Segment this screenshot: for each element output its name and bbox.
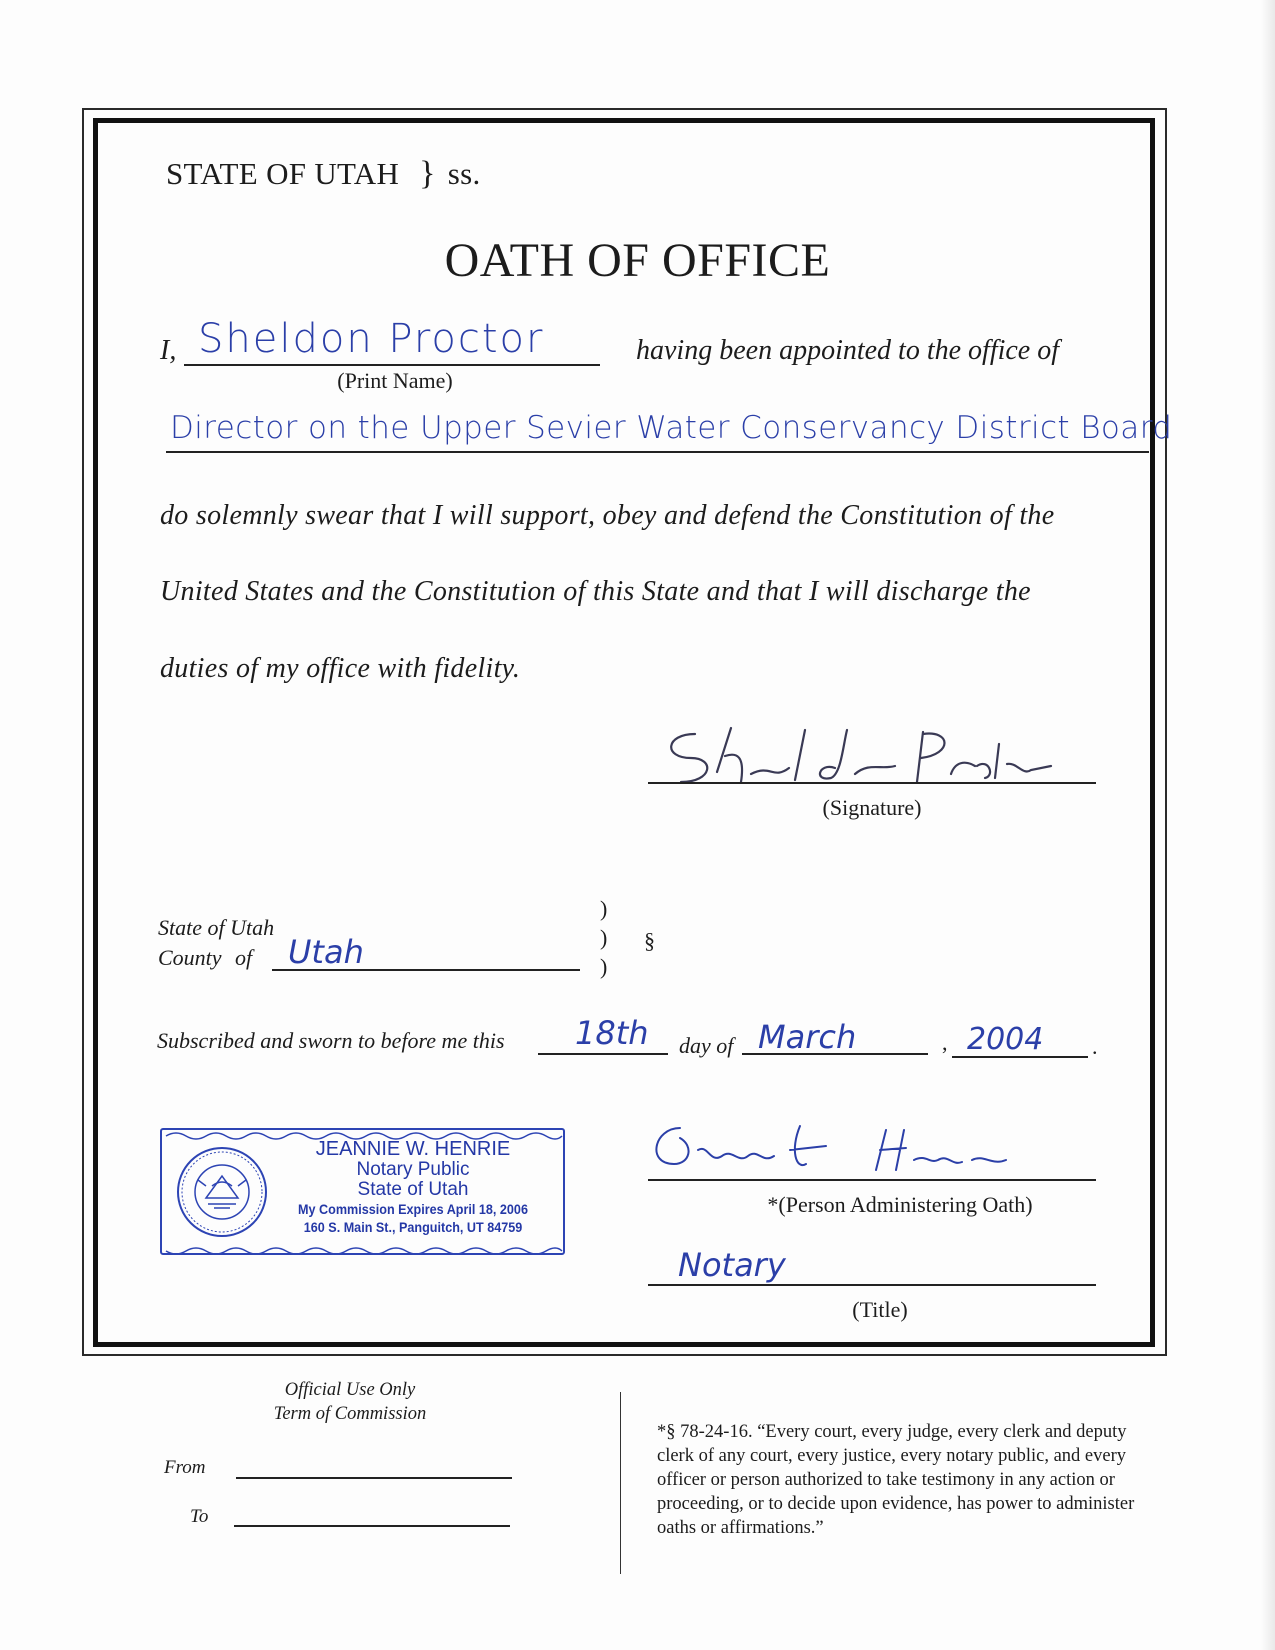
county-handwritten: Utah [288,933,364,971]
venue-paren-1: ) [600,896,608,921]
state-heading [166,155,481,193]
to-line [234,1525,510,1527]
subscribed-text: Subscribed and sworn to before me this [157,1028,505,1053]
notary-signature [650,1120,1050,1185]
administering-signature-line [648,1179,1096,1181]
signature-line [648,782,1096,784]
notary-role: Notary Public [356,1159,470,1180]
administering-label: *(Person Administering Oath) [767,1192,1033,1217]
notary-stamp [160,1128,565,1255]
official-use-line-2: Term of Commission [273,1404,427,1424]
oath-body-line-3: duties of my office with fidelity. [160,653,521,684]
day-line [538,1053,668,1055]
officer-signature [655,722,1055,797]
year-handwritten: 2004 [967,1022,1044,1057]
venue-paren-2: ) [600,925,608,950]
date-period: . [1092,1034,1098,1059]
title-handwritten: Notary [678,1246,786,1284]
to-label: To [190,1506,209,1527]
day-of-text: day of [679,1033,734,1058]
title-label: (Title) [852,1297,908,1322]
statute-footnote: *§ 78-24-16. “Every court, every judge, every clerk and deputy clerk of any court, every justice, every notary public, and every officer or person authorized to take testimony in any action or proceeding, or to decide upon evidence, has power to administer oaths or affirmations.” [657,1422,1135,1538]
print-name-line [184,364,600,366]
notary-name: JEANNIE W. HENRIE [315,1138,511,1160]
state-name: STATE OF UTAH [166,156,400,191]
day-handwritten: 18th [575,1014,649,1052]
section-symbol: § [644,928,655,953]
official-use-line-1: Official Use Only [284,1380,416,1400]
print-name-handwritten: Sheldon Proctor [198,316,545,362]
ss-label: ss. [447,156,481,191]
office-line [166,451,1149,453]
great-seal-icon [176,1146,268,1238]
document-title: OATH OF OFFICE [444,234,831,287]
signature-label: (Signature) [822,795,922,820]
print-name-label: (Print Name) [337,368,453,393]
venue-paren-3: ) [600,954,608,979]
oath-body-line-1: do solemnly swear that I will support, obey and defend the Constitution of the [160,500,1055,531]
footer-divider [620,1392,621,1574]
venue-county-label: County of [158,945,253,970]
oath-prefix: I, [160,335,177,366]
month-handwritten: March [758,1018,857,1056]
venue-state: State of Utah [158,915,275,940]
date-comma: , [942,1030,948,1055]
office-handwritten: Director on the Upper Sevier Water Conservancy District Board [170,410,1173,446]
notary-commission: My Commission Expires April 18, 2006 [298,1201,528,1217]
title-line [648,1284,1096,1286]
oath-body-line-2: United States and the Constitution of this State and that I will discharge the [160,576,1031,607]
from-line [236,1477,512,1479]
from-label: From [164,1457,206,1478]
notary-state: State of Utah [357,1179,469,1200]
notary-address: 160 S. Main St., Panguitch, UT 84759 [303,1219,523,1235]
brace: } [419,155,436,192]
official-use-heading [240,1378,460,1426]
appointed-text: having been appointed to the office of [636,335,1060,366]
stamp-text-block [272,1138,554,1236]
